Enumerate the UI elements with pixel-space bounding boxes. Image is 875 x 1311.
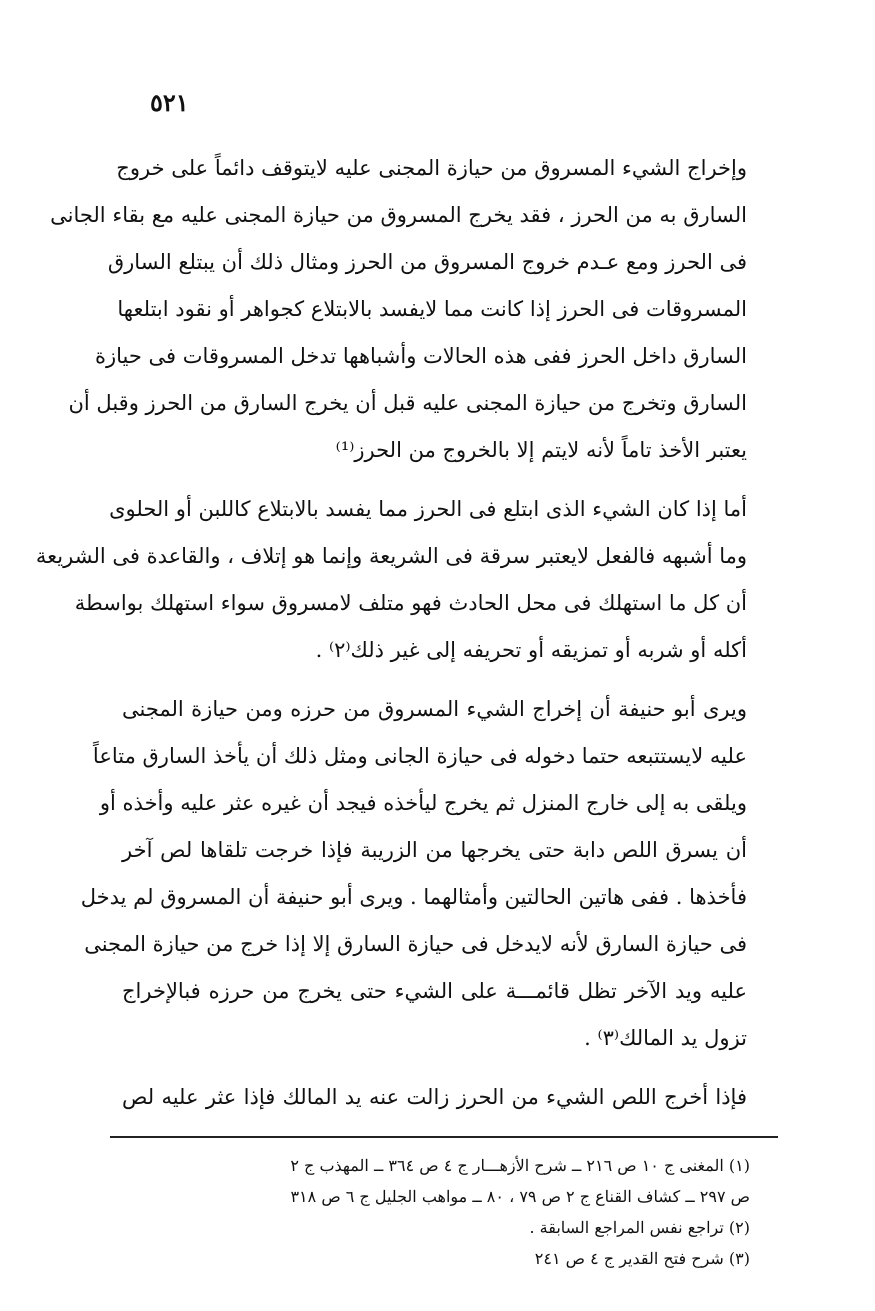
paragraph-2: [35, 486, 747, 674]
text-line: عليه لايستتبعه حتما دخوله فى حيازة الجانى ومثل ذلك أن يأخذ السارق متاعاً: [92, 744, 747, 768]
footnotes: [130, 1150, 750, 1274]
page-number: ٥٢١: [150, 88, 189, 117]
footnote-line: (١) المغنى ج ١٠ ص ٢١٦ ــ شرح الأزهـــار ج ٤ ص ٣٦٤ ــ المهذب ج ٢: [290, 1156, 750, 1175]
text-line: أن يسرق اللص دابة حتى يخرجها من الزريبة فإذا خرجت تلقاها لص آخر: [122, 838, 747, 862]
text-line: فى حيازة السارق لأنه لايدخل فى حيازة السارق إلا إذا خرج من حيازة المجنى: [84, 932, 747, 956]
text-line: وما أشبهه فالفعل لايعتبر سرقة فى الشريعة وإنما هو إتلاف ، والقاعدة فى الشريعة: [35, 544, 747, 568]
text-line: فأخذها . ففى هاتين الحالتين وأمثالهما . ويرى أبو حنيفة أن المسروق لم يدخل: [80, 885, 747, 909]
text-line: أن كل ما استهلك فى محل الحادث فهو متلف لامسروق سواء استهلك بواسطة: [74, 591, 747, 615]
footnote-line: (٣) شرح فتح القدير ج ٤ ص ٢٤١: [534, 1249, 750, 1268]
text-line: السارق به من الحرز ، فقد يخرج المسروق من حيازة المجنى عليه مع بقاء الجانى: [50, 203, 747, 227]
text-line: عليه ويد الآخر تظل قائمـــة على الشيء حتى يخرج من حرزه فبالإخراج: [122, 979, 747, 1003]
footnote-line: ص ٢٩٧ ــ كشاف القناع ج ٢ ص ٧٩ ، ٨٠ ــ مواهب الجليل ج ٦ ص ٣١٨: [290, 1187, 750, 1206]
text-line: فإذا أخرج اللص الشيء من الحرز زالت عنه يد المالك فإذا عثر عليه لص: [122, 1085, 747, 1109]
footnote-divider: [110, 1136, 778, 1138]
text-line: السارق داخل الحرز ففى هذه الحالات وأشباهها تدخل المسروقات فى حيازة: [95, 344, 747, 368]
text-line: المسروقات فى الحرز إذا كانت مما لايفسد بالابتلاع كجواهر أو نقود ابتلعها: [117, 297, 747, 321]
text-line: أما إذا كان الشيء الذى ابتلع فى الحرز مما يفسد بالابتلاع كاللبن أو الحلوى: [109, 497, 747, 521]
text-line: ويرى أبو حنيفة أن إخراج الشيء المسروق من حرزه ومن حيازة المجنى: [122, 697, 747, 721]
text-line: وإخراج الشيء المسروق من حيازة المجنى عليه لايتوقف دائماً على خروج: [116, 156, 747, 180]
text-line: ويلقى به إلى خارج المنزل ثم يخرج ليأخذه فيجد أن غيره عثر عليه وأخذه أو: [99, 791, 747, 815]
text-line: السارق وتخرج من حيازة المجنى عليه قبل أن يخرج السارق من الحرز وقبل أن: [68, 391, 747, 415]
paragraph-4: [122, 1074, 747, 1121]
paragraph-1: [50, 145, 747, 474]
body-text: [35, 145, 747, 1121]
text-line: فى الحرز ومع عـدم خروج المسروق من الحرز ومثال ذلك أن يبتلع السارق: [107, 250, 747, 274]
text-line: يعتبر الأخذ تاماً لأنه لايتم إلا بالخروج من الحرز⁽¹⁾: [335, 438, 747, 462]
footnote-line: (٢) تراجع نفس المراجع السابقة .: [529, 1218, 750, 1237]
text-line: أكله أو شربه أو تمزيقه أو تحريفه إلى غير ذلك⁽٢⁾ .: [315, 638, 747, 662]
paragraph-3: [80, 686, 747, 1062]
text-line: تزول يد المالك⁽٣⁾ .: [584, 1026, 747, 1050]
